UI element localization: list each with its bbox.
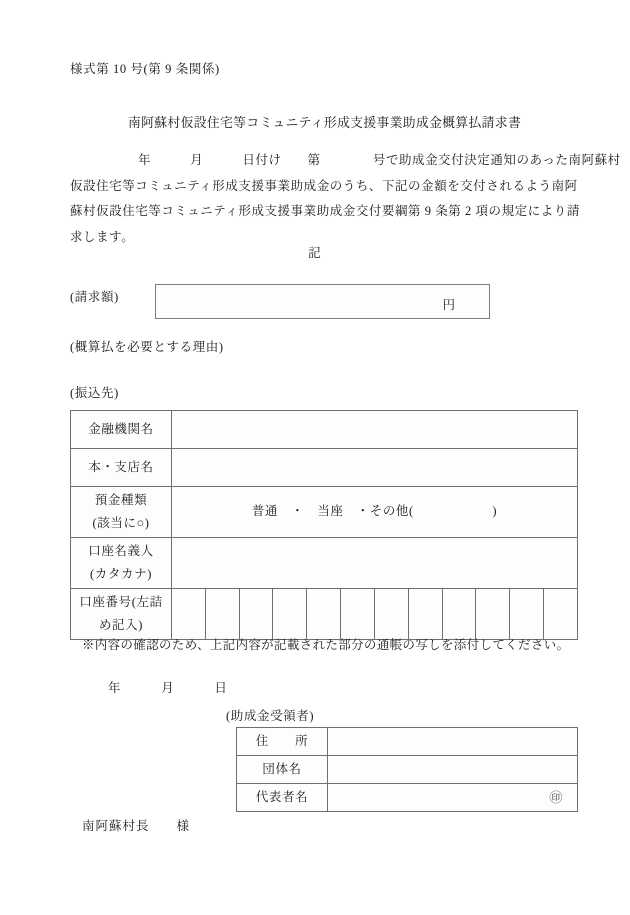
row-label-branch: 本・支店名 — [71, 449, 172, 487]
account-number-cell[interactable] — [544, 589, 578, 640]
account-number-label-line2: め記入) — [98, 617, 144, 632]
row-label-representative: 代表者名 — [237, 784, 328, 812]
row-label-account-holder — [71, 538, 172, 589]
account-number-cell[interactable] — [442, 589, 476, 640]
signature-date-line[interactable]: 年 月 日 — [108, 681, 228, 695]
row-value-financial-institution[interactable] — [172, 411, 578, 449]
account-number-cell[interactable] — [341, 589, 375, 640]
claim-amount-label: (請求額) — [70, 290, 119, 304]
row-label-deposit-type — [71, 487, 172, 538]
row-value-representative[interactable] — [328, 784, 578, 812]
body-line-2: 仮設住宅等コミュニティ形成支援事業助成金のうち、下記の金額を交付されるよう南阿 — [70, 178, 578, 193]
claim-amount-unit: 円 — [442, 298, 455, 312]
account-number-cell[interactable] — [374, 589, 408, 640]
form-number: 様式第 10 号(第 9 条関係) — [70, 62, 220, 76]
deposit-type-options[interactable]: 普通 ・ 当座 ・その他( ) — [172, 487, 578, 538]
account-number-cell[interactable] — [273, 589, 307, 640]
claim-amount-field[interactable] — [155, 284, 490, 319]
seal-icon: ㊞ — [549, 789, 563, 805]
body-paragraph — [70, 148, 621, 250]
table-row-account-holder — [71, 538, 578, 589]
account-holder-label-line2: (カタカナ) — [90, 566, 152, 581]
row-label-address: 住 所 — [237, 728, 328, 756]
account-holder-label-line1: 口座名義人 — [88, 544, 154, 559]
account-number-cell[interactable] — [172, 589, 206, 640]
bank-section-label: (振込先) — [70, 386, 119, 400]
table-row-account-number — [71, 589, 578, 640]
row-value-address[interactable] — [328, 728, 578, 756]
recipient-details-table — [236, 727, 578, 812]
bank-details-table — [70, 410, 578, 640]
reason-label: (概算払を必要とする理由) — [70, 340, 224, 354]
account-number-cell[interactable] — [307, 589, 341, 640]
ki-mark: 記 — [308, 246, 322, 260]
row-value-branch[interactable] — [172, 449, 578, 487]
account-number-cell[interactable] — [239, 589, 273, 640]
page-title: 南阿蘇村仮設住宅等コミュニティ形成支援事業助成金概算払請求書 — [128, 116, 522, 130]
deposit-type-label-line2: (該当に○) — [92, 515, 150, 530]
row-value-organization[interactable] — [328, 756, 578, 784]
row-label-financial-institution: 金融機関名 — [71, 411, 172, 449]
table-row-representative — [237, 784, 578, 812]
account-number-cell[interactable] — [408, 589, 442, 640]
account-number-cell[interactable] — [510, 589, 544, 640]
body-line-4: 求します。 — [70, 229, 135, 244]
account-number-cell[interactable] — [205, 589, 239, 640]
table-row-branch — [71, 449, 578, 487]
account-number-label-line1: 口座番号(左詰 — [79, 595, 163, 610]
account-number-cell[interactable] — [476, 589, 510, 640]
deposit-type-label-line1: 預金種類 — [94, 493, 148, 508]
body-line-1: 年 月 日付け 第 号で助成金交付決定通知のあった南阿蘇村 — [138, 153, 621, 167]
attachment-note: ※内容の確認のため、上記内容が記載された部分の通帳の写しを添付してください。 — [82, 638, 570, 652]
addressee: 南阿蘇村長 様 — [82, 819, 191, 833]
table-row-financial-institution — [71, 411, 578, 449]
table-row-deposit-type — [71, 487, 578, 538]
row-label-account-number — [71, 589, 172, 640]
table-row-address — [237, 728, 578, 756]
body-line-3: 蘇村仮設住宅等コミュニティ形成支援事業助成金交付要綱第 9 条第 2 項の規定により請 — [70, 204, 580, 218]
table-row-organization — [237, 756, 578, 784]
row-value-account-holder[interactable] — [172, 538, 578, 589]
row-label-organization: 団体名 — [237, 756, 328, 784]
recipient-section-label: (助成金受領者) — [226, 709, 315, 723]
